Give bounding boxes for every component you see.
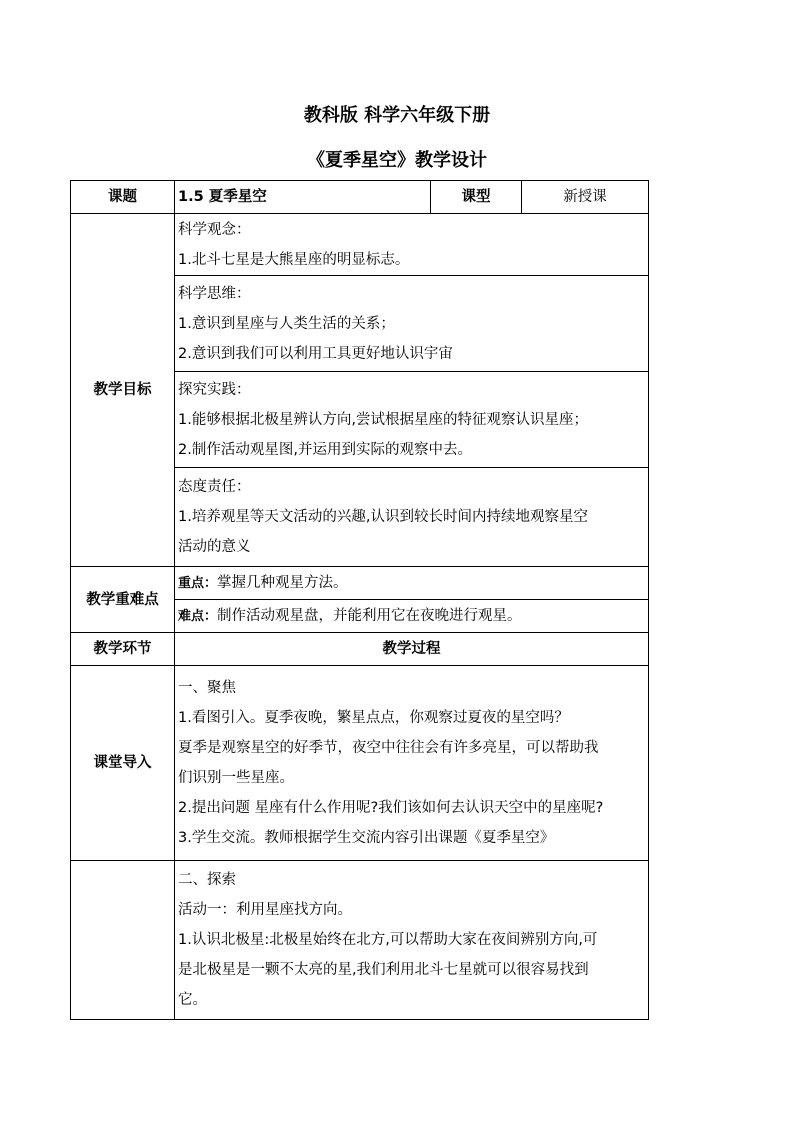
difficult-point-text: 制作活动观星盘，并能利用它在夜晚进行观星。: [217, 607, 522, 624]
difficult-point-label: 难点：: [178, 608, 218, 624]
objective-heading: 科学思维：: [178, 285, 251, 302]
label-objectives: 教学目标: [71, 214, 175, 567]
intro-cell: [175, 666, 649, 861]
row-intro: [71, 666, 649, 861]
document-title: 教科版 科学六年级下册: [303, 105, 491, 126]
objective-group-1: [71, 214, 649, 276]
explore-line: 是北极星是一颗不太亮的星,我们利用北斗七星就可以很容易找到: [178, 962, 589, 978]
row-key-point: [71, 567, 649, 600]
intro-line: 一、聚焦: [178, 680, 236, 696]
label-teaching-process: 教学过程: [175, 633, 649, 666]
label-teaching-stage: 教学环节: [71, 633, 175, 666]
difficult-point-cell: [175, 600, 649, 633]
objective-heading: 探究实践：: [178, 381, 251, 398]
label-lesson-type: 课型: [431, 181, 522, 214]
label-lesson: 课题: [71, 181, 175, 214]
explore-line: 1.认识北极星:北极星始终在北方,可以帮助大家在夜间辨别方向,可: [178, 932, 598, 948]
intro-line: 2.提出问题 星座有什么作用呢?我们该如何去认识天空中的星座呢?: [178, 800, 604, 816]
key-point-label: 重点：: [178, 575, 218, 591]
objective-line: 1.培养观星等天文活动的兴趣,认识到较长时间内持续地观察星空: [178, 509, 588, 525]
label-explore-empty: [71, 861, 175, 1020]
intro-line: 3.学生交流。教师根据学生交流内容引出课题《夏季星空》: [178, 830, 555, 846]
label-intro: 课堂导入: [71, 666, 175, 861]
row-lesson: [71, 181, 649, 214]
explore-line: 二、探索: [178, 872, 236, 888]
key-point-cell: [175, 567, 649, 600]
label-key-points: 教学重难点: [71, 567, 175, 633]
objective-line: 活动的意义: [178, 539, 251, 555]
objective-line: 1.北斗七星是大熊星座的明显标志。: [178, 251, 410, 268]
explore-line: 活动一：利用星座找方向。: [178, 902, 352, 918]
objective-cell: [175, 372, 649, 468]
objective-heading: 科学观念：: [178, 221, 251, 238]
objective-line: 2.制作活动观星图,并运用到实际的观察中去。: [178, 441, 472, 458]
objective-line: 1.意识到星座与人类生活的关系；: [178, 315, 395, 332]
explore-line: 它。: [178, 992, 207, 1008]
intro-line: 们识别一些星座。: [178, 770, 294, 786]
document-subtitle: 《夏季星空》教学设计: [307, 150, 487, 171]
lesson-title: 1.5 夏季星空: [175, 181, 431, 214]
objective-line: 2.意识到我们可以利用工具更好地认识宇宙: [178, 345, 453, 362]
row-explore: [71, 861, 649, 1020]
lesson-type: 新授课: [522, 181, 649, 214]
objective-cell: [175, 214, 649, 276]
intro-line: 夏季是观察星空的好季节，夜空中往往会有许多亮星，可以帮助我: [178, 740, 599, 756]
objective-line: 1.能够根据北极星辨认方向,尝试根据星座的特征观察认识星座；: [178, 411, 588, 428]
objective-cell: [175, 468, 649, 567]
intro-line: 1.看图引入。夏季夜晚，繁星点点，你观察过夏夜的星空吗？: [178, 710, 569, 726]
objective-heading: 态度责任：: [178, 479, 251, 495]
lesson-plan-table: [70, 180, 649, 1020]
key-point-text: 掌握几种观星方法。: [217, 574, 348, 591]
explore-cell: [175, 861, 649, 1020]
row-process-header: [71, 633, 649, 666]
objective-cell: [175, 276, 649, 372]
